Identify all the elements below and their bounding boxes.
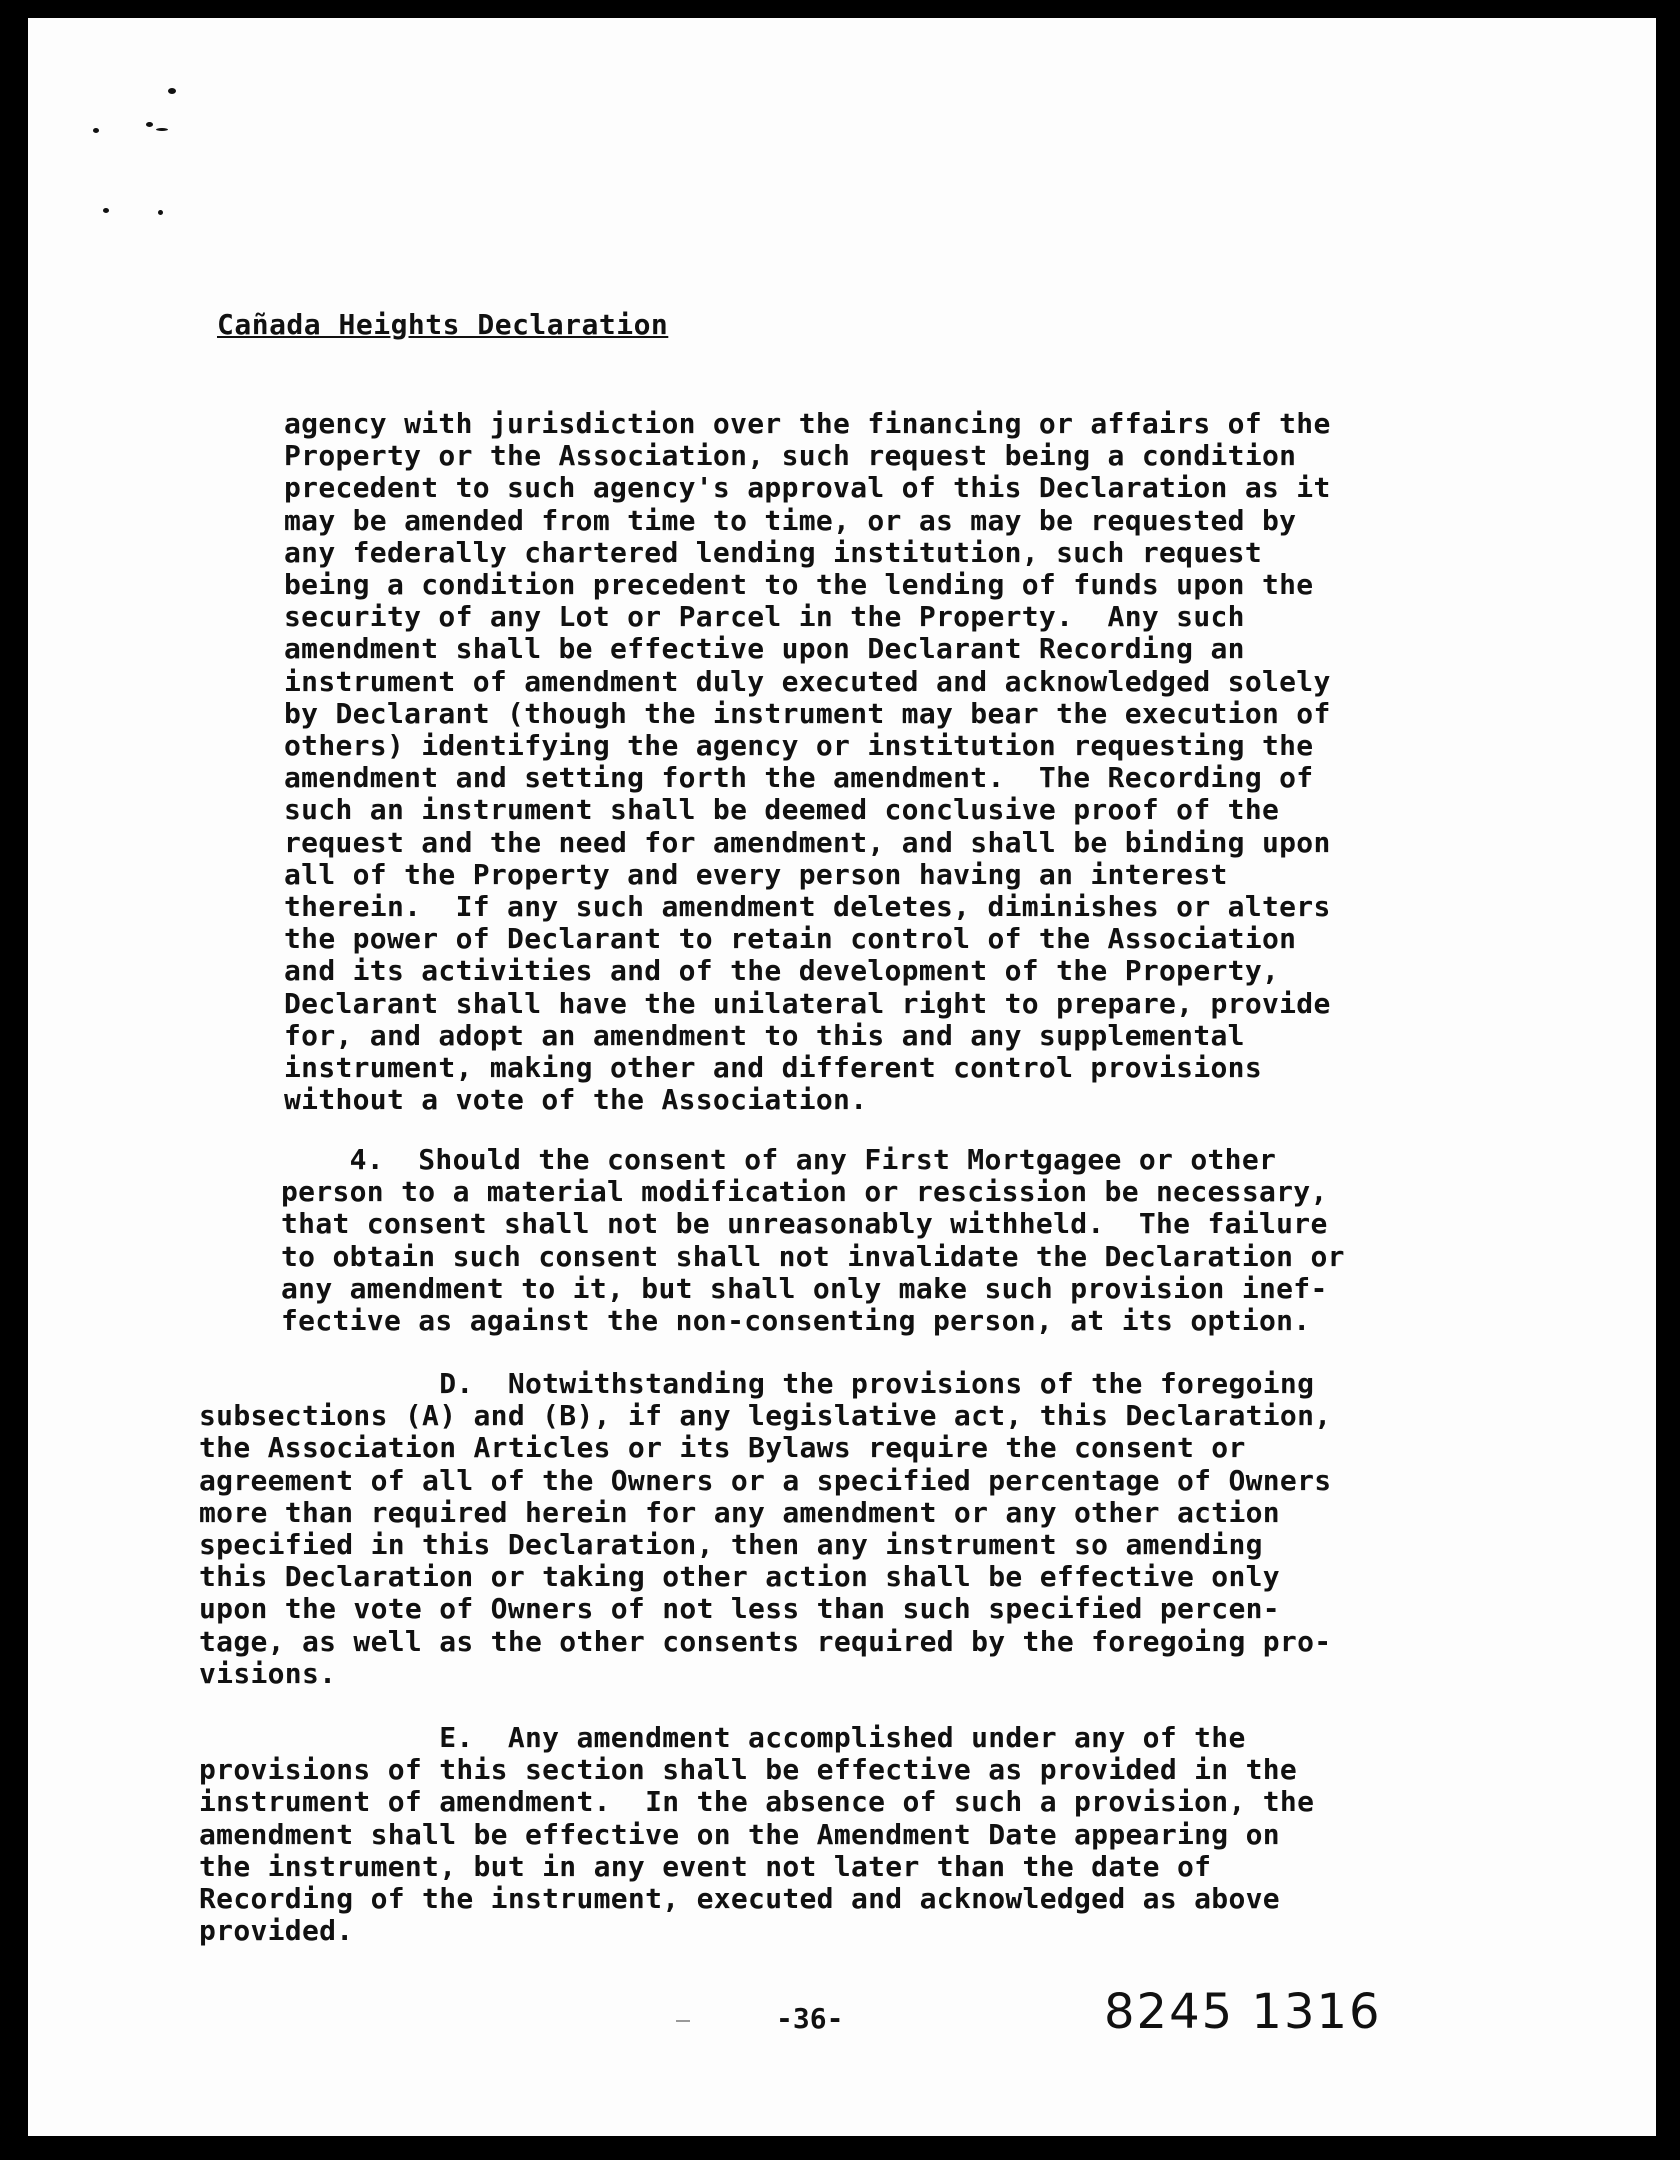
document-page [28, 18, 1656, 2136]
paragraph-e: E. Any amendment accomplished under any of the provisions of this section shall be effective as provided in the instrument of amendment. In the absence of such a provision, the amendment shall be effective on the Amendment Date appearing on the instrument, but in any event not later than the date of Recording of the instrument, executed and acknowledged as above provided. [199, 1721, 1315, 1948]
document-header: Cañada Heights Declaration [217, 308, 669, 341]
paragraph-d: D. Notwithstanding the provisions of the foregoing subsections (A) and (B), if any legislative act, this Declaration, the Association Articles or its Bylaws require the consent or agreement of all of the Owners or a specified percentage of Owners more than required herein for any amendment or any other action specified in this Declaration, then any instrument so amending this Declaration or taking other action shall be effective only upon the vote of Owners of not less than such specified percen- tage, as well as the other consents required by the foregoing pro- visions. [199, 1367, 1332, 1690]
scan-speck [168, 88, 176, 94]
scan-speck [146, 122, 153, 127]
paragraph-continuation: agency with jurisdiction over the financing or affairs of the Property or the Association, such request being a condition precedent to such agency's approval of this Declaration as it may be amended from time to time, or as may be requested by any federally chartered lending institution, such request being a condition precedent to the lending of funds upon the security of any Lot or Parcel in the Property. Any such amendment shall be effective upon Declarant Recording an instrument of amendment duly executed and acknowledged solely by Declarant (though the instrument may bear the execution of others) identifying the agency or institution requesting the amendment and setting forth the amendment. The Recording of such an instrument shall be deemed conclusive proof of the request and the need for amendment, and shall be binding upon all of the Property and every person having an interest therein. If any such amendment deletes, diminishes or alters the power of Declarant to retain control of the Association and its activities and of the development of the Property, Declarant shall have the unilateral right to prepare, provide for, and adopt an amendment to this and any supplemental instrument, making other and different control provisions without a vote of the Association. [284, 407, 1331, 1117]
scan-speck [103, 208, 109, 213]
scan-speck [156, 128, 168, 131]
scan-speck [158, 210, 163, 215]
page-number: -36- [776, 2002, 844, 2035]
scan-mark [676, 2020, 690, 2022]
document-number: 8245 1316 [1104, 1984, 1382, 2040]
scan-speck [93, 128, 99, 133]
paragraph-4: 4. Should the consent of any First Mortgagee or other person to a material modification or rescission be necessary, that consent shall not be unreasonably withheld. The failure to obtain such consent shall not invalidate the Declaration or any amendment to it, but shall only make such provision inef- fective as against the non-consenting person, at its option. [281, 1143, 1345, 1338]
